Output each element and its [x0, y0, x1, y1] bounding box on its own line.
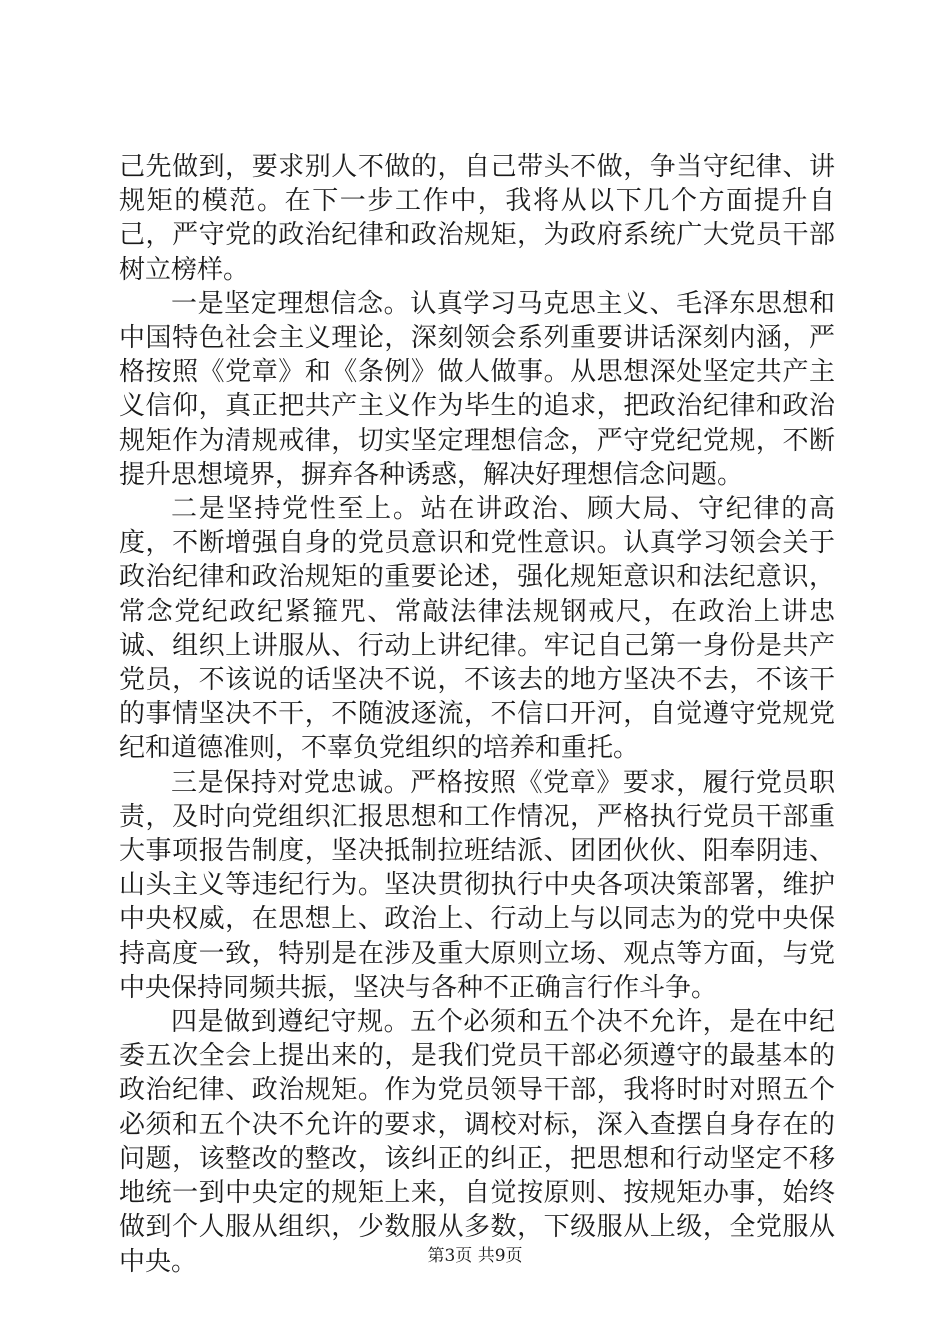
paragraph-party-spirit: 二是坚持党性至上。站在讲政治、顾大局、守纪律的高度，不断增强自身的党员意识和党性意识。认真学习领会关于政治纪律和政治规矩的重要论述，强化规矩意识和法纪意识，常念党纪政纪紧箍咒、常敲法律法规钢戒尺，在政治上讲忠诚、组织上讲服从、行动上讲纪律。牢记自己第一身份是共产党员，不该说的话坚决不说，不该去的地方坚决不去，不该干的事情坚决不干，不随波逐流，不信口开河，自觉遵守党规党纪和道德准则，不辜负党组织的培养和重托。	[119, 494, 835, 764]
paragraph-loyalty: 三是保持对党忠诚。严格按照《党章》要求，履行党员职责，及时向党组织汇报思想和工作情况，严格执行党员干部重大事项报告制度，坚决抵制拉班结派、团团伙伙、阳奉阴违、山头主义等违纪行为。坚决贯彻执行中央各项决策部署，维护中央权威，在思想上、政治上、行动上与以同志为的党中央保持高度一致，特别是在涉及重大原则立场、观点等方面，与党中央保持同频共振，坚决与各种不正确言行作斗争。	[119, 767, 835, 1003]
paragraph-discipline: 四是做到遵纪守规。五个必须和五个决不允许，是在中纪委五次全会上提出来的，是我们党员干部必须遵守的最基本的政治纪律、政治规矩。作为党员领导干部，我将时时对照五个必须和五个决不允许的要求，调校对标，深入查摆自身存在的问题，该整改的整改，该纠正的纠正，把思想和行动坚定不移地统一到中央定的规矩上来，自觉按原则、按规矩办事，始终做到个人服从组织，少数服从多数，下级服从上级，全党服从中央。	[119, 1007, 835, 1277]
paragraph-continuation: 己先做到，要求别人不做的，自己带头不做，争当守纪律、讲规矩的模范。在下一步工作中，我将从以下几个方面提升自己，严守党的政治纪律和政治规矩，为政府系统广大党员干部树立榜样。	[119, 152, 835, 285]
page-number: 第3页 共9页	[427, 1246, 523, 1266]
document-body	[119, 150, 835, 1279]
paragraph-ideals: 一是坚定理想信念。认真学习马克思主义、毛泽东思想和中国特色社会主义理论，深刻领会系列重要讲话深刻内涵，严格按照《党章》和《条例》做人做事。从思想深处坚定共产主义信仰，真正把共产主义作为毕生的追求，把政治纪律和政治规矩作为清规戒律，切实坚定理想信念，严守党纪党规，不断提升思想境界，摒弃各种诱惑，解决好理想信念问题。	[119, 288, 835, 490]
